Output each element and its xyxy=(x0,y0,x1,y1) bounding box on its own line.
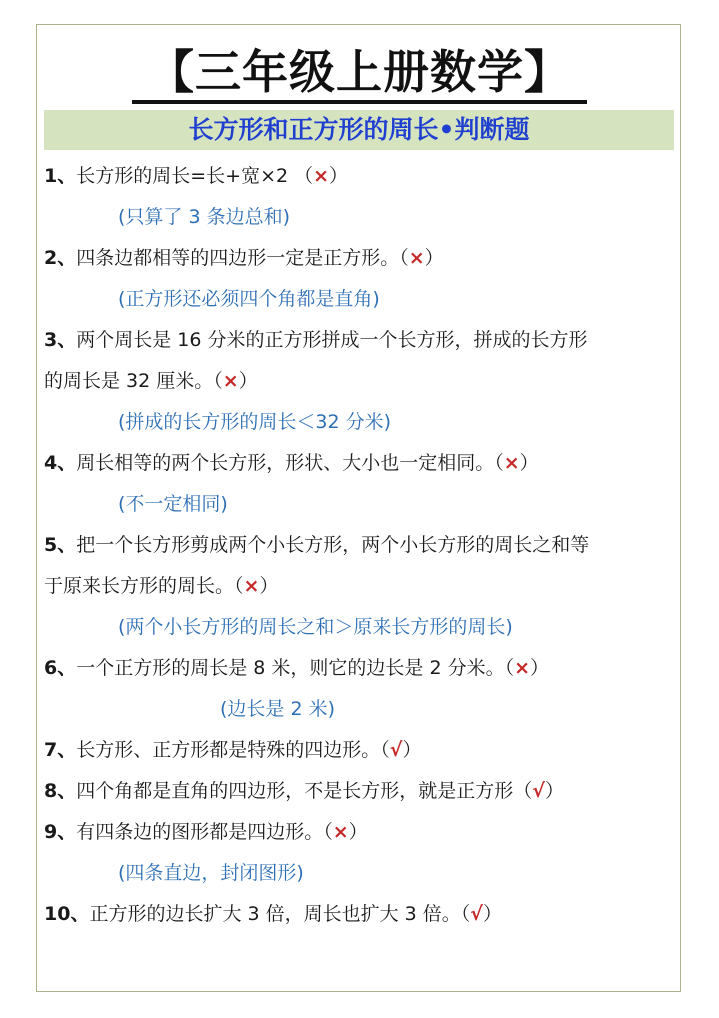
question-text: 四条边都相等的四边形一定是正方形。（ xyxy=(76,247,409,269)
question-number: 9、 xyxy=(44,821,77,843)
question-number: 10、 xyxy=(44,903,90,925)
question-2-note: (正方形还必须四个角都是直角) xyxy=(118,288,380,310)
answer-close: ） xyxy=(530,657,550,679)
question-4 xyxy=(44,450,674,476)
question-6 xyxy=(44,655,674,681)
answer-mark: × xyxy=(313,165,330,187)
question-5-line2 xyxy=(44,573,674,599)
question-1-note: (只算了 3 条边总和) xyxy=(118,206,290,228)
question-6-note: (边长是 2 米) xyxy=(220,698,335,720)
answer-mark: √ xyxy=(470,903,483,925)
question-4-note: (不一定相同) xyxy=(118,493,228,515)
question-9 xyxy=(44,819,674,845)
question-text: 四个角都是直角的四边形，不是长方形，就是正方形（ xyxy=(76,780,533,802)
question-number: 1、 xyxy=(44,165,77,187)
question-number: 3、 xyxy=(44,329,77,351)
answer-mark: × xyxy=(243,575,260,597)
answer-mark: × xyxy=(514,657,530,679)
answer-mark: × xyxy=(332,821,349,843)
question-text: 长方形、正方形都是特殊的四边形。（ xyxy=(76,739,390,761)
answer-close: ） xyxy=(329,165,349,187)
question-number: 4、 xyxy=(44,452,77,474)
question-1 xyxy=(44,163,674,189)
question-text: 周长相等的两个长方形，形状、大小也一定相同。（ xyxy=(76,452,504,474)
answer-mark: × xyxy=(222,370,239,392)
answer-mark: × xyxy=(408,247,425,269)
question-number: 6、 xyxy=(44,657,77,679)
answer-close: ） xyxy=(348,821,368,843)
question-5 xyxy=(44,532,674,558)
question-text: 一个正方形的周长是 8 米，则它的边长是 2 分米。（ xyxy=(76,657,515,679)
question-3 xyxy=(44,327,674,353)
question-3-line2 xyxy=(44,368,674,394)
answer-close: ） xyxy=(519,452,539,474)
answer-close: ） xyxy=(402,739,422,761)
question-2 xyxy=(44,245,674,271)
question-text-line2: 的周长是 32 厘米。（ xyxy=(44,370,223,392)
answer-mark: √ xyxy=(532,780,545,802)
question-10 xyxy=(44,901,674,927)
question-text: 有四条边的图形都是四边形。（ xyxy=(76,821,333,843)
answer-close: ） xyxy=(544,780,564,802)
question-text: 把一个长方形剪成两个小长方形，两个小长方形的周长之和等 xyxy=(76,534,590,556)
section-banner: 长方形和正方形的周长•判断题 xyxy=(44,110,674,150)
question-8 xyxy=(44,778,674,804)
answer-close: ） xyxy=(259,575,279,597)
question-number: 2、 xyxy=(44,247,77,269)
question-number: 7、 xyxy=(44,739,77,761)
question-text: 正方形的边长扩大 3 倍，周长也扩大 3 倍。（ xyxy=(89,903,471,925)
question-number: 8、 xyxy=(44,780,77,802)
question-3-note: (拼成的长方形的周长＜32 分米) xyxy=(118,411,392,433)
page-title: 【三年级上册数学】 xyxy=(148,45,571,99)
question-text-line2: 于原来长方形的周长。（ xyxy=(44,575,244,597)
question-5-note: (两个小长方形的周长之和＞原来长方形的周长) xyxy=(118,616,513,638)
answer-mark: √ xyxy=(389,739,403,761)
question-text: 长方形的周长=长+宽×2 （ xyxy=(76,165,314,187)
answer-mark: × xyxy=(503,452,520,474)
question-number: 5、 xyxy=(44,534,77,556)
question-text: 两个周长是 16 分米的正方形拼成一个长方形，拼成的长方形 xyxy=(76,329,588,351)
answer-close: ） xyxy=(482,903,502,925)
answer-close: ） xyxy=(424,247,444,269)
question-7 xyxy=(44,737,674,763)
question-9-note: (四条直边，封闭图形) xyxy=(118,862,304,884)
answer-close: ） xyxy=(238,370,258,392)
title-underline xyxy=(132,100,587,104)
